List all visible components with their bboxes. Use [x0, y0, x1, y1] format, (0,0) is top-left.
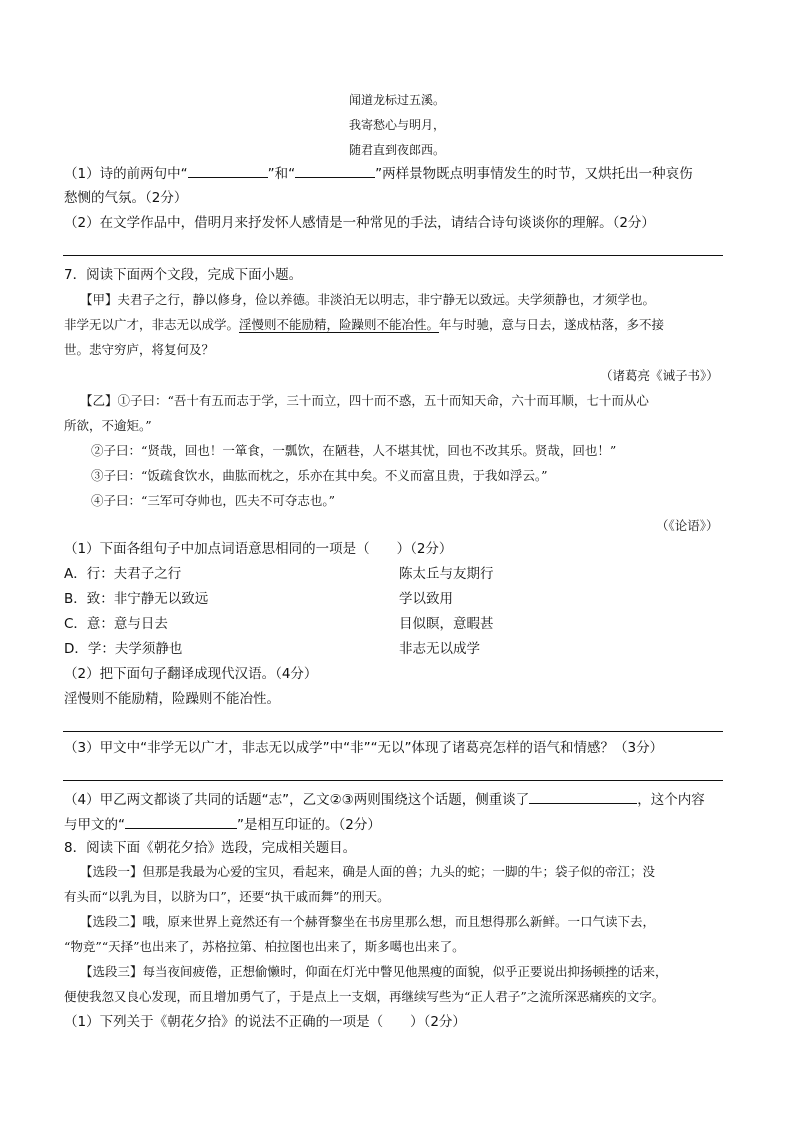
- q8-para1-line1: 【选段一】但那是我最为心爱的宝贝，看起来，确是人面的兽；九头的蛇；一脚的牛；袋子似的帝江；没: [80, 864, 656, 879]
- poem-line-3: 随君直到夜郎西。: [348, 143, 445, 157]
- q6-sub1-line2: 愁恻的气氛。（2分）: [64, 190, 188, 206]
- q8-sub1: （1）下列关于《朝花夕拾》的说法不正确的一项是（ ）（2分）: [64, 1014, 466, 1030]
- q7-jia-line1: 【甲】夫君子之行，静以修身，俭以养德。非淡泊无以明志，非宁静无以致远。夫学须静也，才须学也。: [80, 292, 656, 307]
- option-a-right: 陈太丘与友期行: [399, 566, 494, 582]
- answer-blank[interactable]: [529, 789, 637, 804]
- answer-line[interactable]: [63, 780, 723, 781]
- answer-line[interactable]: [63, 255, 723, 256]
- option-d-left[interactable]: D．学：夫学须静也: [64, 641, 183, 657]
- q8-para2-line2: “物竞”“天择”也出来了，苏格拉第、柏拉图也出来了，斯多噶也出来了。: [64, 939, 465, 954]
- poem-line-1: 闻道龙标过五溪。: [348, 93, 445, 107]
- q7-yi-item2: ②子曰：“贤哉，回也！一箪食，一瓢饮，在陋巷，人不堪其忧，回也不改其乐。贤哉，回也！”: [91, 443, 617, 458]
- q7-yi-item3: ③子曰：“饭疏食饮水，曲肱而枕之，乐亦在其中矣。不义而富且贵，于我如浮云。”: [91, 468, 548, 483]
- q8-para1-line2: 有头而“以乳为目，以脐为口”，还要“执干戚而舞”的刑天。: [64, 889, 390, 904]
- q7-sub2: （2）把下面句子翻译成现代汉语。（4分）: [64, 666, 318, 682]
- q7-sub4-line2: 与甲文的“ ”是相互印证的。（2分）: [64, 814, 381, 835]
- option-d-right: 非志无以成学: [399, 641, 480, 657]
- answer-blank[interactable]: [188, 163, 268, 178]
- q7-jia-line2: 非学无以广才，非志无以成学。淫慢则不能励精，险躁则不能冶性。年与时驰，意与日去，遂成枯落，多不接: [64, 317, 665, 332]
- option-c-right: 目似瞑，意暇甚: [399, 616, 494, 632]
- option-a-left[interactable]: A．行：夫君子之行: [64, 566, 182, 582]
- answer-blank[interactable]: [125, 814, 237, 829]
- q7-sub4-line1: （4）甲乙两文都谈了共同的话题“志”，乙文②③两则围绕这个话题，侧重谈了 ，这个内容: [64, 789, 705, 810]
- q7-yi-source: （《论语》）: [656, 518, 719, 533]
- q7-yi-item4: ④子曰：“三军可夺帅也，匹夫不可夺志也。”: [91, 493, 336, 508]
- underlined-sentence: 淫慢则不能励精，险躁则不能冶性。: [239, 317, 440, 332]
- q8-para3-line1: 【选段三】每当夜间疲倦，正想偷懒时，仰面在灯光中瞥见他黑瘦的面貌，似乎正要说出抑扬顿挫的话来，: [80, 964, 668, 979]
- q7-jia-source: （诸葛亮《诫子书》）: [600, 368, 719, 383]
- q7-sub2-sentence: 淫慢则不能励精，险躁则不能冶性。: [64, 691, 280, 707]
- q7-sub3: （3）甲文中“非学无以广才，非志无以成学”中“非”“无以”体现了诸葛亮怎样的语气和情感？（3分）: [64, 740, 664, 756]
- option-c-left[interactable]: C．意：意与日去: [64, 616, 168, 632]
- q8-para3-line2: 便使我忽又良心发现，而且增加勇气了，于是点上一支烟，再继续写些为“正人君子”之流所深恶痛疾的文字。: [64, 989, 665, 1004]
- q7-yi-line1: 【乙】①子曰：“吾十有五而志于学，三十而立，四十而不惑，五十而知天命，六十而耳顺，七十而从心: [80, 393, 649, 408]
- option-b-left[interactable]: B．致：非宁静无以致远: [64, 591, 209, 607]
- q6-sub2: （2）在文学作品中，借明月来抒发怀人感情是一种常见的手法，请结合诗句谈谈你的理解。（2分）: [64, 215, 655, 231]
- q8-title: 8．阅读下面《朝花夕拾》选段，完成相关题目。: [64, 840, 357, 856]
- answer-line[interactable]: [63, 731, 723, 732]
- q7-yi-line2: 所欲，不逾矩。”: [64, 418, 152, 433]
- answer-blank[interactable]: [295, 163, 375, 178]
- q8-para2-line1: 【选段二】哦，原来世界上竟然还有一个赫胥黎坐在书房里那么想，而且想得那么新鲜。一口气读下去，: [80, 914, 656, 929]
- q7-sub1: （1）下面各组句子中加点词语意思相同的一项是（ ）（2分）: [64, 541, 453, 557]
- poem-line-2: 我寄愁心与明月，: [348, 118, 445, 132]
- q7-jia-line3: 世。悲守穷庐，将复何及？: [64, 342, 215, 357]
- q6-sub1-line1: （1）诗的前两句中“ ”和“ ”两样景物既点明事情发生的时节，又烘托出一种哀伤: [64, 163, 693, 184]
- q7-title: 7．阅读下面两个文段，完成下面小题。: [64, 267, 303, 283]
- option-b-right: 学以致用: [399, 591, 453, 607]
